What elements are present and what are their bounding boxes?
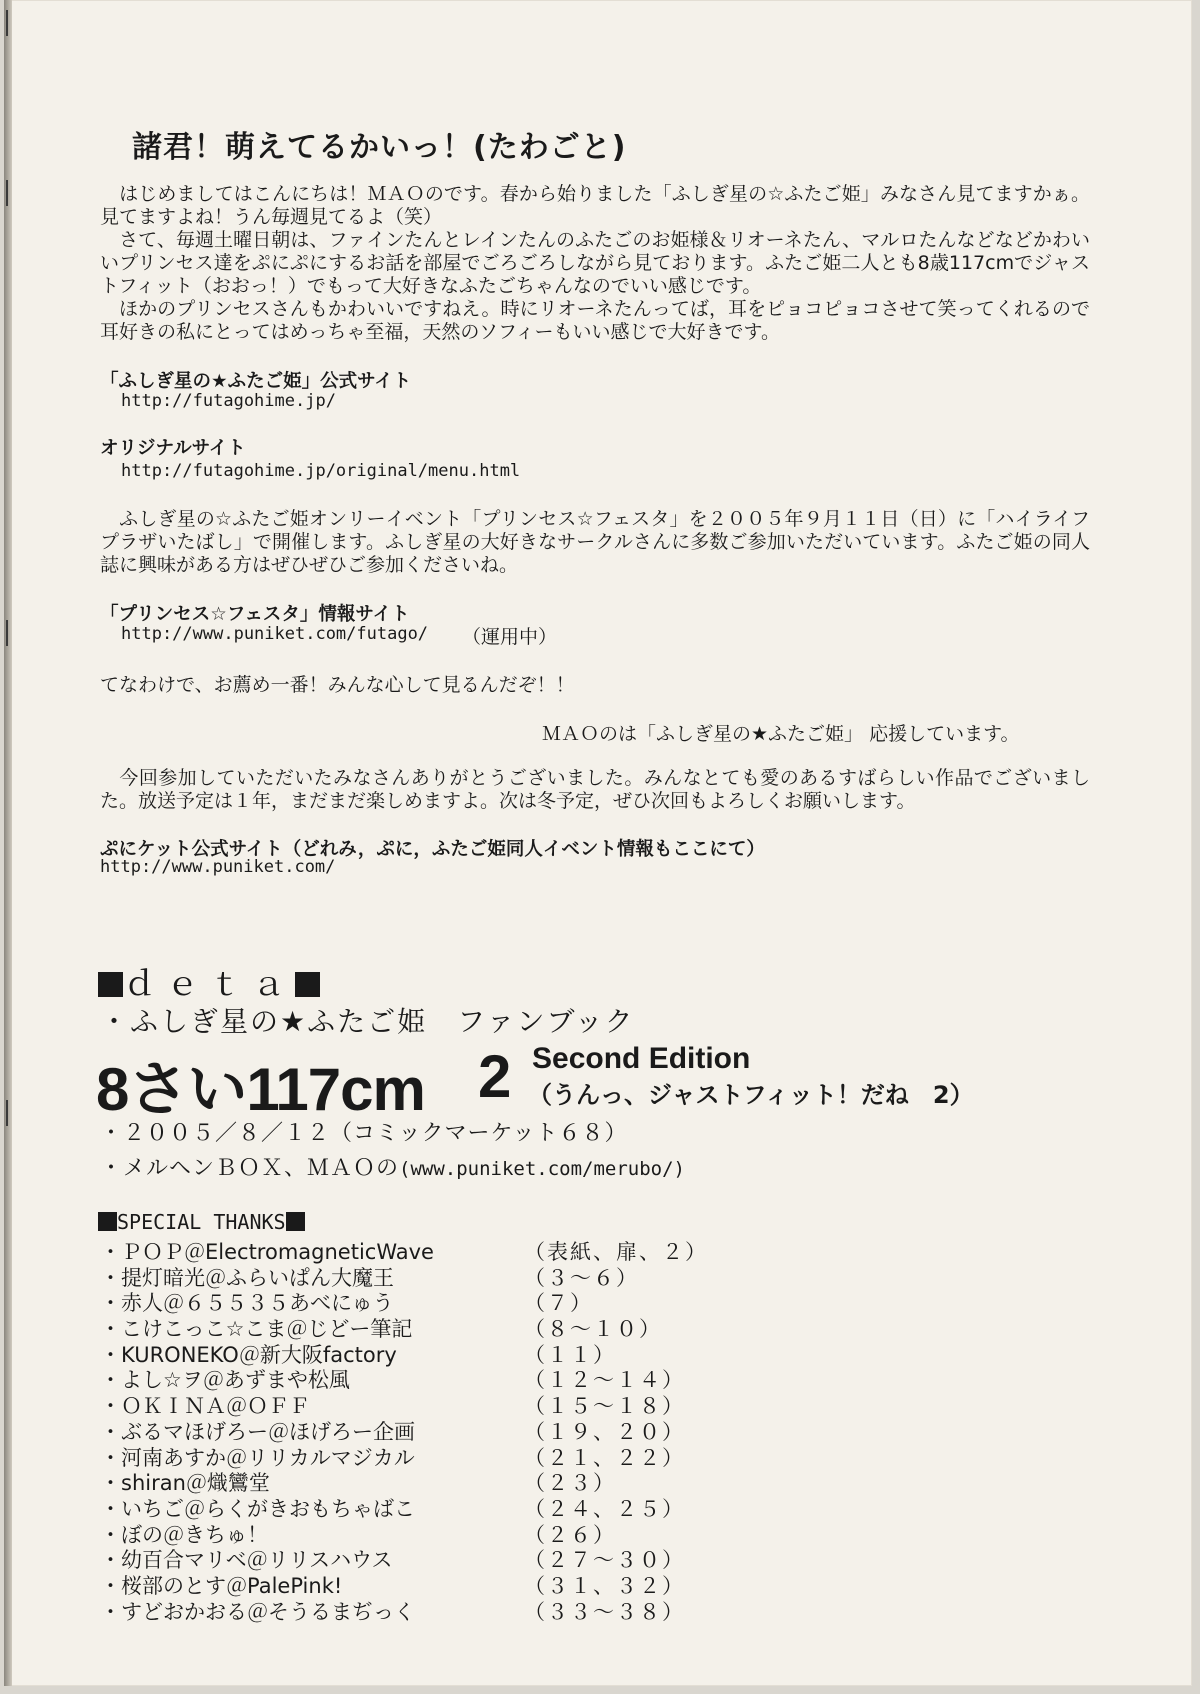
book-title: 8さい117cm xyxy=(96,1056,425,1123)
thanks-row xyxy=(100,1416,800,1442)
intro-paragraph-2: さて、毎週土曜日朝は、ファインたんとレインたんのふたごのお姫様＆リオーネたん、マルロたんなどなどかわいいプリンセス達をぷにぷにするお話を部屋でごろごろしながら見ております。ふたご姫二人とも8歳117cmでジャストフィット（おおっ！）でもって大好きなふたごちゃんなのでいい感じです。 xyxy=(100,229,1090,297)
thanks-name: ・ＰＯＰ＠ElectromagneticWave xyxy=(100,1240,434,1264)
book-volume: 2 xyxy=(478,1043,512,1110)
thanks-pages: （１１） xyxy=(524,1342,616,1367)
binding-stitch xyxy=(6,180,8,206)
festa-site-label: 「プリンセス☆フェスタ」情報サイト xyxy=(100,604,410,625)
black-square-icon xyxy=(295,972,320,997)
book-subtitle: （うんっ、ジャストフィット！だね 2） xyxy=(528,1081,974,1109)
binding-stitch xyxy=(6,10,8,36)
support-text: ＭＡＯのは「ふしぎ星の★ふたご姫」 応援しています。 xyxy=(542,723,1020,745)
thanks-pages: （２３） xyxy=(524,1471,616,1496)
thanks-row xyxy=(100,1390,800,1419)
thanks-name: ・桜部のとす＠PalePink! xyxy=(100,1573,343,1598)
thanks-name: ・いちご＠らくがきおもちゃばこ xyxy=(100,1496,415,1521)
book-edition: Second Edition xyxy=(532,1042,751,1075)
thanks-row xyxy=(100,1262,800,1288)
thanks-pages: （２１、２２） xyxy=(524,1445,685,1470)
thanks-name: ・こけこっこ☆こま＠じどー筆記 xyxy=(100,1317,413,1342)
thanks-pages: （８～１０） xyxy=(524,1317,662,1342)
special-thanks-list xyxy=(100,1236,800,1624)
publisher-name: ・メルヘンＢＯＸ、ＭＡＯの xyxy=(100,1156,400,1181)
thanks-pages: （１５～１８） xyxy=(524,1394,685,1419)
thanks-pages: （２６） xyxy=(524,1522,616,1547)
thanks-pages: （表紙、扉、２） xyxy=(524,1240,708,1264)
thanks-name: ・ぼの＠きちゅ！ xyxy=(100,1522,268,1547)
thanks-row xyxy=(100,1236,800,1262)
thanks-row xyxy=(100,1596,800,1622)
thanks-row xyxy=(100,1519,800,1545)
data-heading-text: ｄｅｔａ xyxy=(123,964,295,1003)
thanks-pages: （３３～３８） xyxy=(524,1599,685,1624)
thanks-name: ・提灯暗光＠ふらいぱん大魔王 xyxy=(100,1265,394,1290)
thanks-pages: （３～６） xyxy=(524,1265,639,1290)
publisher-line xyxy=(100,1151,685,1182)
official-site-url[interactable]: http://futagohime.jp/ xyxy=(121,391,336,411)
special-thanks-heading-text: SPECIAL THANKS xyxy=(117,1210,286,1234)
thanks-pages: （２７～３０） xyxy=(524,1548,685,1573)
black-square-icon xyxy=(98,972,123,997)
thanks-pages: （３１、３２） xyxy=(524,1573,685,1598)
official-site-label: 「ふしぎ星の★ふたご姫」公式サイト xyxy=(100,371,412,392)
thanks-name: ・KURONEKO＠新大阪factory xyxy=(100,1342,397,1367)
festa-site-url[interactable]: http://www.puniket.com/futago/ xyxy=(121,624,429,644)
fanbook-line: ・ふしぎ星の★ふたご姫 ファンブック xyxy=(100,1005,635,1038)
black-square-icon xyxy=(286,1212,305,1231)
thanks-pages: （２４、２５） xyxy=(524,1496,685,1521)
festa-site-status: （運用中） xyxy=(462,626,558,648)
original-site-url[interactable]: http://futagohime.jp/original/menu.html xyxy=(121,461,521,481)
intro-paragraph-3: ほかのプリンセスさんもかわいいですねえ。時にリオーネたんってば，耳をピョコピョコさせて笑ってくれるので耳好きの私にとってはめっちゃ至福，天然のソフィーもいい感じで大好きです。 xyxy=(100,298,1090,343)
publish-date: ・２００５／８／１２（コミックマーケット６８） xyxy=(100,1121,628,1146)
thanks-name: ・幼百合マリベ＠リリスハウス xyxy=(100,1548,393,1573)
thanks-row xyxy=(100,1493,800,1519)
black-square-icon xyxy=(98,1212,117,1231)
recommend-text: てなわけで、お薦め一番！みんな心して見るんだぞ！！ xyxy=(100,674,575,696)
thanks-row xyxy=(100,1287,800,1316)
original-site-label: オリジナルサイト xyxy=(100,438,246,459)
puniket-site-label: ぷにケット公式サイト（どれみ，ぷに，ふたご姫同人イベント情報もここにて） xyxy=(100,839,765,860)
thanks-pages: （７） xyxy=(524,1291,593,1316)
binding-stitch xyxy=(6,1100,8,1126)
thanks-row xyxy=(100,1544,800,1573)
thanks-pages: （１２～１４） xyxy=(524,1368,685,1393)
thanks-row xyxy=(100,1442,800,1468)
thanks-row xyxy=(100,1364,800,1393)
puniket-site-url[interactable]: http://www.puniket.com/ xyxy=(100,857,336,877)
thanks-name: ・河南あすか＠リリカルマジカル xyxy=(100,1445,415,1470)
thanks-name: ・ぶるマほげろー＠ほげろー企画 xyxy=(100,1419,415,1444)
binding-stitch xyxy=(6,620,8,646)
publisher-url[interactable]: (www.puniket.com/merubo/) xyxy=(399,1158,685,1180)
closing-paragraph: 今回参加していただいたみなさんありがとうございました。みんなとても愛のあるすばらしい作品でございました。放送予定は１年，まだまだ楽しめますよ。次は冬予定，ぜひ次回もよろしくお願いします。 xyxy=(100,767,1090,812)
headline: 諸君！萌えてるかいっ！(たわごと) xyxy=(132,130,627,165)
data-heading xyxy=(98,958,320,1005)
event-paragraph: ふしぎ星の☆ふたご姫オンリーイベント「プリンセス☆フェスタ」を２００５年９月１１日（日）に「ハイライフプラザいたばし」で開催します。ふしぎ星の大好きなサークルさんに多数ご参加いただいています。ふたご姫の同人誌に興味がある方はぜひぜひご参加くださいね。 xyxy=(100,508,1090,576)
binding-edge xyxy=(4,0,12,1686)
thanks-row xyxy=(100,1570,800,1596)
special-thanks-heading xyxy=(98,1210,305,1234)
thanks-row xyxy=(100,1313,800,1342)
thanks-pages: （１９、２０） xyxy=(524,1419,685,1444)
thanks-name: ・ＯＫＩＮＡ＠ＯＦＦ xyxy=(100,1394,310,1419)
thanks-row xyxy=(100,1339,800,1365)
thanks-name: ・shiran＠熾鸞堂 xyxy=(100,1471,270,1496)
thanks-row xyxy=(100,1467,800,1496)
thanks-name: ・赤人＠６５５３５あべにゅう xyxy=(100,1291,394,1316)
thanks-name: ・よし☆ヲ＠あずまや松風 xyxy=(100,1368,350,1393)
thanks-name: ・すどおかおる＠そうるまぢっく xyxy=(100,1599,415,1624)
intro-paragraph-1: はじめましてはこんにちは！ＭＡＯのです。春から始りました「ふしぎ星の☆ふたご姫」みなさん見てますかぁ。見てますよね！うん毎週見てるよ（笑） xyxy=(100,183,1090,228)
document-page xyxy=(4,0,1192,1686)
